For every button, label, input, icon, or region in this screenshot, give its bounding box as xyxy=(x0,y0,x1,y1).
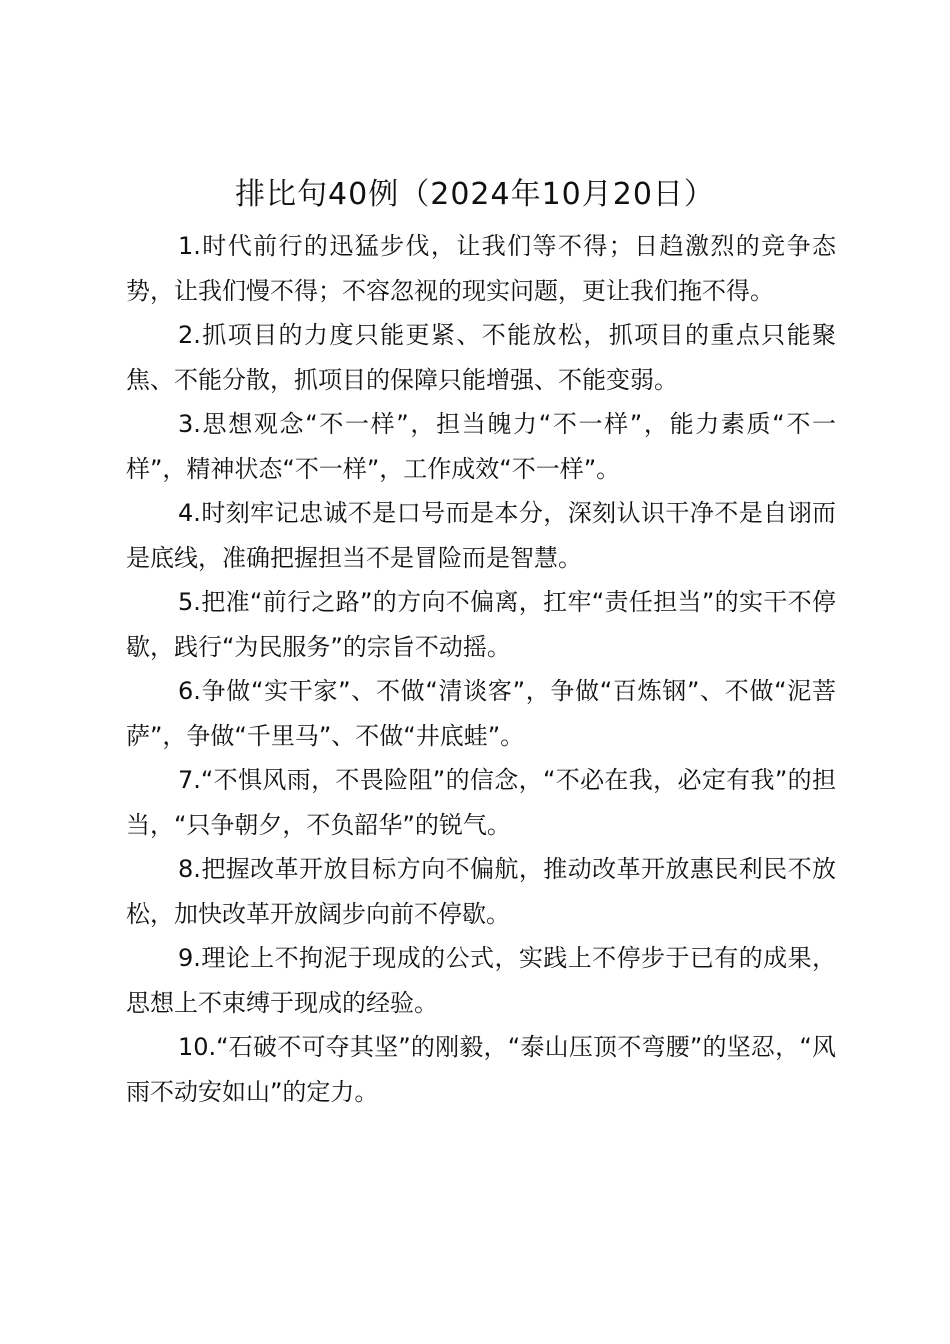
paragraph-1: 1.时代前行的迅猛步伐，让我们等不得；日趋激烈的竞争态势，让我们慢不得；不容忽视的现实问题，更让我们拖不得。 xyxy=(126,232,836,305)
paragraph-8: 8.把握改革开放目标方向不偏航，推动改革开放惠民利民不放松，加快改革开放阔步向前不停歇。 xyxy=(126,855,836,928)
paragraph-10: 10.“石破不可夺其坚”的刚毅，“泰山压顶不弯腰”的坚忍，“风雨不动安如山”的定力。 xyxy=(126,1033,836,1106)
paragraph-7: 7.“不惧风雨，不畏险阻”的信念，“不必在我，必定有我”的担当，“只争朝夕，不负韶华”的锐气。 xyxy=(126,766,836,839)
paragraph-3: 3.思想观念“不一样”，担当魄力“不一样”，能力素质“不一样”，精神状态“不一样”，工作成效“不一样”。 xyxy=(126,410,836,483)
document-body xyxy=(126,224,836,1114)
paragraph-9: 9.理论上不拘泥于现成的公式，实践上不停步于已有的成果，思想上不束缚于现成的经验。 xyxy=(126,944,836,1017)
paragraph-4: 4.时刻牢记忠诚不是口号而是本分，深刻认识干净不是自诩而是底线，准确把握担当不是冒险而是智慧。 xyxy=(126,499,836,572)
paragraph-5: 5.把准“前行之路”的方向不偏离，扛牢“责任担当”的实干不停歇，践行“为民服务”的宗旨不动摇。 xyxy=(126,588,836,661)
document-title: 排比句40例（2024年10月20日） xyxy=(235,177,715,212)
paragraph-2: 2.抓项目的力度只能更紧、不能放松，抓项目的重点只能聚焦、不能分散，抓项目的保障只能增强、不能变弱。 xyxy=(126,321,836,394)
paragraph-6: 6.争做“实干家”、不做“清谈客”，争做“百炼钢”、不做“泥菩萨”，争做“千里马”、不做“井底蛙”。 xyxy=(126,677,836,750)
